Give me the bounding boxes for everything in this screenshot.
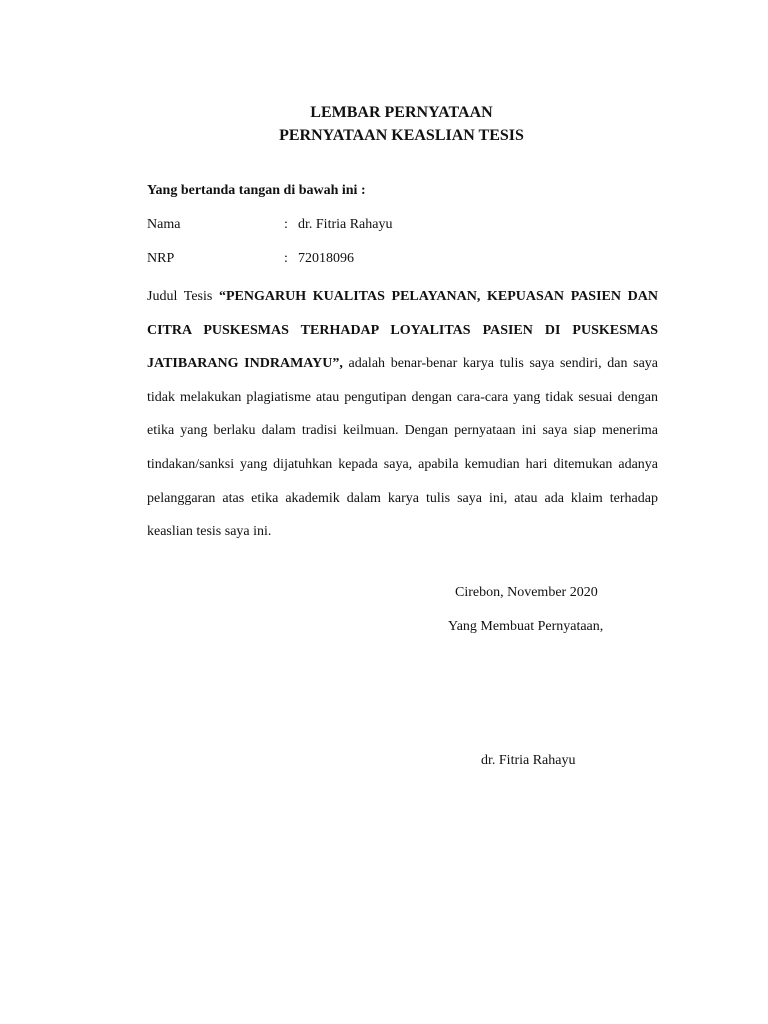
signer-name: dr. Fitria Rahayu [481, 753, 576, 768]
thesis-title: “PENGARUH KUALITAS PELAYANAN, KEPUASAN PASIEN DAN CITRA PUSKESMAS TERHADAP LOYALITAS PASIEN DI PUSKESMAS JATIBARANG INDRAMAYU”, [147, 289, 658, 372]
nrp-colon: : [284, 251, 288, 266]
statement-lead: Judul Tesis [147, 289, 219, 304]
name-colon: : [284, 217, 288, 232]
statement-paragraph [147, 280, 658, 549]
statement-body: adalah benar-benar karya tulis saya sendiri, dan saya tidak melakukan plagiatisme atau pengutipan dengan cara-cara yang tidak sesuai dengan etika yang berlaku dalam tradisi keilmuan. Dengan pernyataan ini saya siap menerima tindakan/sanksi yang dijatuhkan kepada saya, apabila kemudian hari ditemukan adanya pelanggaran atas etika akademik dalam karya tulis saya ini, atau ada klaim terhadap keaslian tesis saya ini. [147, 356, 658, 540]
document-subtitle: PERNYATAAN KEASLIAN TESIS [279, 127, 524, 144]
nrp-label: NRP [147, 251, 175, 266]
name-value: dr. Fitria Rahayu [298, 217, 393, 232]
name-label: Nama [147, 217, 181, 232]
nrp-value: 72018096 [298, 251, 354, 266]
intro-text: Yang bertanda tangan di bawah ini : [147, 183, 366, 198]
place-date: Cirebon, November 2020 [455, 585, 598, 600]
signer-role: Yang Membuat Pernyataan, [448, 619, 604, 634]
document-title: LEMBAR PERNYATAAN [310, 104, 493, 121]
